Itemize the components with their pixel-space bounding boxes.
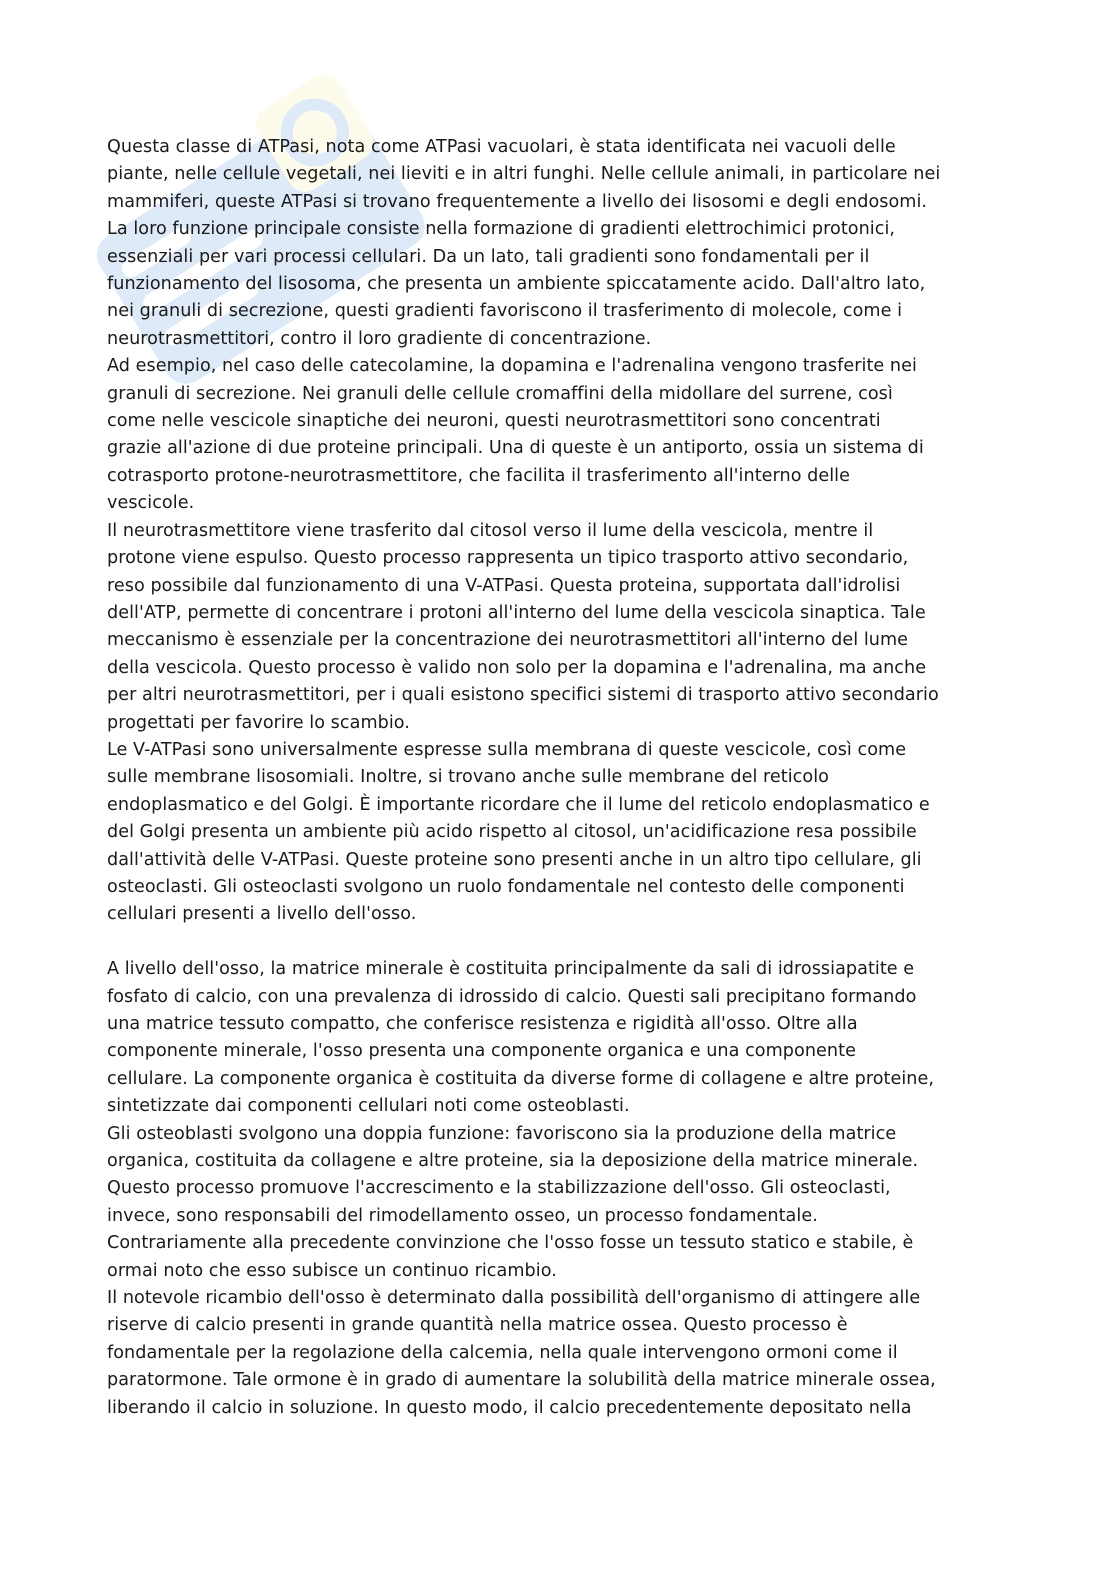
text-line: liberando il calcio in soluzione. In questo modo, il calcio precedentemente depositato nella — [107, 1397, 912, 1418]
text-line: osteoclasti. Gli osteoclasti svolgono un ruolo fondamentale nel contesto delle componenti — [107, 876, 905, 897]
text-line: organica, costituita da collagene e altre proteine, sia la deposizione della matrice minerale. — [107, 1151, 919, 1172]
text-line: sulle membrane lisosomiali. Inoltre, si trovano anche sulle membrane del reticolo — [107, 767, 829, 788]
text-line: cellulari presenti a livello dell'osso. — [107, 904, 417, 925]
text-line: vescicole. — [107, 493, 195, 514]
text-line: riserve di calcio presenti in grande quantità nella matrice ossea. Questo processo è — [107, 1315, 848, 1336]
text-line: piante, nelle cellule vegetali, nei lieviti e in altri funghi. Nelle cellule animali, in particolare nei — [107, 164, 941, 185]
text-line: del Golgi presenta un ambiente più acido rispetto al citosol, un'acidificazione resa possibile — [107, 822, 917, 843]
text-line: sintetizzate dai componenti cellulari noti come osteoblasti. — [107, 1096, 630, 1117]
text-line: funzionamento del lisosoma, che presenta un ambiente spiccatamente acido. Dall'altro lato, — [107, 274, 926, 295]
paragraph — [107, 518, 1012, 737]
text-line: fondamentale per la regolazione della calcemia, nella quale intervengono ormoni come il — [107, 1342, 898, 1363]
text-line: neurotrasmettitori, contro il loro gradiente di concentrazione. — [107, 328, 652, 349]
text-line: ormai noto che esso subisce un continuo ricambio. — [107, 1260, 557, 1281]
text-line: paratormone. Tale ormone è in grado di aumentare la solubilità della matrice minerale ossea, — [107, 1370, 936, 1391]
text-line: Il notevole ricambio dell'osso è determinato dalla possibilità dell'organismo di attingere alle — [107, 1288, 921, 1309]
text-line: invece, sono responsabili del rimodellamento osseo, un processo fondamentale. — [107, 1205, 818, 1226]
text-line: endoplasmatico e del Golgi. È importante ricordare che il lume del reticolo endoplasmatico e — [107, 794, 930, 815]
paragraph — [107, 134, 1012, 353]
text-line: reso possibile dal funzionamento di una V-ATPasi. Questa proteina, supportata dall'idrolisi — [107, 575, 901, 596]
text-line: protone viene espulso. Questo processo rappresenta un tipico trasporto attivo secondario, — [107, 548, 909, 569]
paragraph — [107, 1285, 1012, 1422]
text-line: per altri neurotrasmettitori, per i quali esistono specifici sistemi di trasporto attivo secondario — [107, 685, 939, 706]
paragraph — [107, 353, 1012, 517]
text-line: Le V-ATPasi sono universalmente espresse sulla membrana di queste vescicole, così come — [107, 739, 907, 760]
paragraph — [107, 1121, 1012, 1285]
text-line: meccanismo è essenziale per la concentrazione dei neurotrasmettitori all'interno del lume — [107, 630, 909, 651]
text-line: mammiferi, queste ATPasi si trovano frequentemente a livello dei lisosomi e degli endosomi. — [107, 191, 928, 212]
text-line: progettati per favorire lo scambio. — [107, 712, 410, 733]
text-line: essenziali per vari processi cellulari. Da un lato, tali gradienti sono fondamentali per il — [107, 246, 870, 267]
text-line: granuli di secrezione. Nei granuli delle cellule cromaffini della midollare del surrene, così — [107, 383, 893, 404]
text-line: fosfato di calcio, con una prevalenza di idrossido di calcio. Questi sali precipitano formando — [107, 986, 917, 1007]
text-line: Questa classe di ATPasi, nota come ATPasi vacuolari, è stata identificata nei vacuoli delle — [107, 137, 896, 157]
text-line: dall'attività delle V-ATPasi. Queste proteine sono presenti anche in un altro tipo cellulare, gli — [107, 849, 922, 870]
text-line: Gli osteoblasti svolgono una doppia funzione: favoriscono sia la produzione della matrice — [107, 1123, 897, 1144]
text-line: Contrariamente alla precedente convinzione che l'osso fosse un tessuto statico e stabile, è — [107, 1233, 914, 1254]
paragraph — [107, 956, 1012, 1120]
paragraph-gap — [107, 929, 1012, 956]
text-line: La loro funzione principale consiste nella formazione di gradienti elettrochimici protonici, — [107, 219, 896, 240]
text-line: come nelle vescicole sinaptiche dei neuroni, questi neurotrasmettitori sono concentrati — [107, 411, 881, 432]
text-line: componente minerale, l'osso presenta una componente organica e una componente — [107, 1041, 856, 1062]
paragraph — [107, 737, 1012, 929]
text-line: Ad esempio, nel caso delle catecolamine, la dopamina e l'adrenalina vengono trasferite nei — [107, 356, 917, 377]
text-line: A livello dell'osso, la matrice minerale è costituita principalmente da sali di idrossiapatite e — [107, 959, 915, 980]
text-line: Il neurotrasmettitore viene trasferito dal citosol verso il lume della vescicola, mentre il — [107, 520, 874, 541]
text-line: cellulare. La componente organica è costituita da diverse forme di collagene e altre proteine, — [107, 1068, 935, 1089]
text-line: Questo processo promuove l'accrescimento e la stabilizzazione dell'osso. Gli osteoclasti, — [107, 1178, 891, 1199]
document-body — [107, 134, 1012, 1422]
text-line: della vescicola. Questo processo è valido non solo per la dopamina e l'adrenalina, ma anche — [107, 657, 927, 678]
text-line: dell'ATP, permette di concentrare i protoni all'interno del lume della vescicola sinaptica. Tale — [107, 602, 926, 623]
text-line: una matrice tessuto compatto, che conferisce resistenza e rigidità all'osso. Oltre alla — [107, 1013, 858, 1034]
text-line: nei granuli di secrezione, questi gradienti favoriscono il trasferimento di molecole, come i — [107, 301, 903, 322]
text-line: cotrasporto protone-neurotrasmettitore, che facilita il trasferimento all'interno delle — [107, 465, 850, 486]
text-line: grazie all'azione di due proteine principali. Una di queste è un antiporto, ossia un sistema di — [107, 438, 924, 459]
